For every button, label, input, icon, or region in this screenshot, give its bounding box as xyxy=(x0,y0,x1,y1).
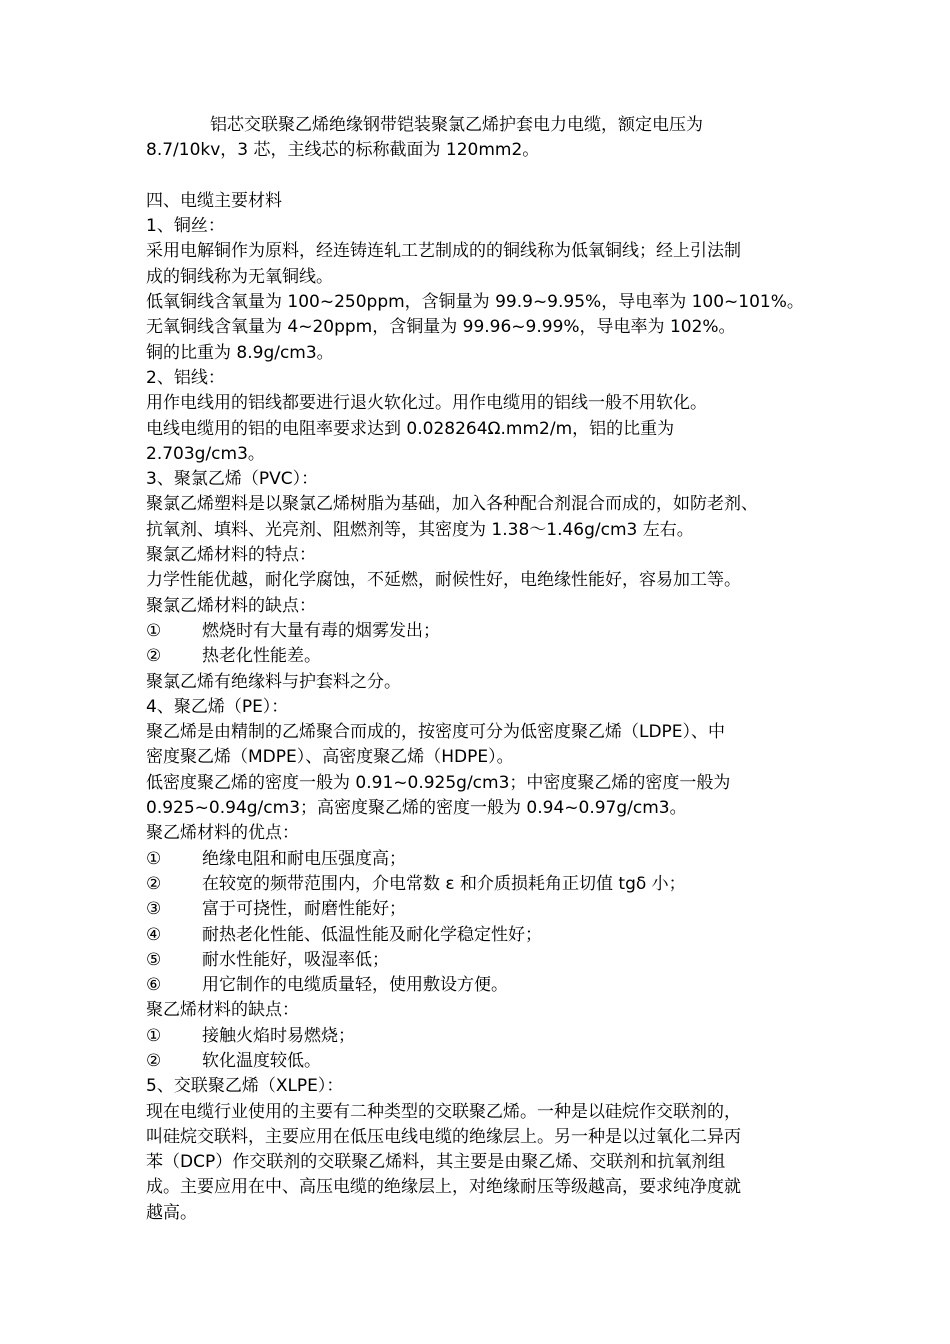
list-text: 燃烧时有大量有毒的烟雾发出； xyxy=(202,620,440,641)
xlpe-line: 越高。 xyxy=(146,1202,197,1223)
list-text: 绝缘电阻和耐电压强度高； xyxy=(202,848,406,869)
list-text: 用它制作的电缆质量轻，使用敷设方便。 xyxy=(202,975,508,996)
pvc-line: 抗氧剂、填料、光亮剂、阻燃剂等，其密度为 1.38～1.46g/cm3 左右。 xyxy=(146,519,694,540)
list-number: ① xyxy=(146,620,162,641)
pe-advantage-item xyxy=(146,973,818,998)
list-text: 耐水性能好，吸湿率低； xyxy=(202,949,389,970)
pe-advantage-item xyxy=(146,872,818,897)
pvc-line: 聚氯乙烯塑料是以聚氯乙烯树脂为基础，加入各种配合剂混合而成的，如防老剂、 xyxy=(146,494,758,515)
list-text: 热老化性能差。 xyxy=(202,646,321,667)
pe-drawback-item xyxy=(146,1024,818,1049)
xlpe-line: 成。主要应用在中、高压电缆的绝缘层上，对绝缘耐压等级越高，要求纯净度就 xyxy=(146,1177,741,1198)
pe-drawback-item xyxy=(146,1049,818,1074)
blank-line xyxy=(146,164,818,189)
pe-advantage-item xyxy=(146,897,818,922)
list-text: 接触火焰时易燃烧； xyxy=(202,1025,355,1046)
list-number: ③ xyxy=(146,899,162,920)
list-number: ⑥ xyxy=(146,975,162,996)
aluminum-heading: 2、铝线： xyxy=(146,367,225,388)
document-body xyxy=(146,113,818,1226)
list-text: 在较宽的频带范围内，介电常数 ε 和介质损耗角正切值 tgδ 小； xyxy=(202,873,686,894)
pvc-closing: 聚氯乙烯有绝缘料与护套料之分。 xyxy=(146,671,401,692)
pe-drawbacks-label: 聚乙烯材料的缺点： xyxy=(146,1000,299,1021)
pvc-line: 聚氯乙烯材料的特点： xyxy=(146,545,316,566)
pvc-line: 力学性能优越，耐化学腐蚀，不延燃，耐候性好，电绝缘性能好，容易加工等。 xyxy=(146,570,741,591)
pe-advantage-item xyxy=(146,847,818,872)
intro-line-2: 8.7/10kv，3 芯，主线芯的标称截面为 120mm2。 xyxy=(146,140,540,161)
pe-line: 聚乙烯是由精制的乙烯聚合而成的，按密度可分为低密度聚乙烯（LDPE）、中 xyxy=(146,722,726,743)
pe-advantage-item xyxy=(146,923,818,948)
aluminum-line: 用作电线用的铝线都要进行退火软化过。用作电缆用的铝线一般不用软化。 xyxy=(146,393,707,414)
pvc-line: 聚氯乙烯材料的缺点： xyxy=(146,595,316,616)
list-number: ② xyxy=(146,873,162,894)
aluminum-line: 2.703g/cm3。 xyxy=(146,443,265,464)
copper-line: 铜的比重为 8.9g/cm3。 xyxy=(146,342,334,363)
intro-line-1: 铝芯交联聚乙烯绝缘钢带铠装聚氯乙烯护套电力电缆，额定电压为 xyxy=(210,115,703,135)
xlpe-line: 叫硅烷交联料，主要应用在低压电线电缆的绝缘层上。另一种是以过氧化二异丙 xyxy=(146,1126,741,1147)
copper-line: 成的铜线称为无氧铜线。 xyxy=(146,266,333,287)
list-number: ① xyxy=(146,1025,162,1046)
list-number: ⑤ xyxy=(146,949,162,970)
list-text: 富于可挠性，耐磨性能好； xyxy=(202,899,406,920)
pe-line: 密度聚乙烯（MDPE）、高密度聚乙烯（HDPE）。 xyxy=(146,747,514,768)
pe-heading: 4、聚乙烯（PE）： xyxy=(146,696,289,717)
xlpe-line: 现在电缆行业使用的主要有二种类型的交联聚乙烯。一种是以硅烷作交联剂的， xyxy=(146,1101,741,1122)
pvc-drawback-item xyxy=(146,619,818,644)
list-number: ① xyxy=(146,848,162,869)
section-heading: 四、电缆主要材料 xyxy=(146,190,282,211)
copper-line: 低氧铜线含氧量为 100~250ppm，含铜量为 99.9~9.95%，导电率为 100~101%。 xyxy=(146,292,804,313)
copper-line: 采用电解铜作为原料，经连铸连轧工艺制成的的铜线称为低氧铜线；经上引法制 xyxy=(146,241,741,262)
pe-advantages-label: 聚乙烯材料的优点： xyxy=(146,823,299,844)
xlpe-heading: 5、交联聚乙烯（XLPE）： xyxy=(146,1076,344,1097)
copper-heading: 1、铜丝： xyxy=(146,216,225,237)
pe-line: 低密度聚乙烯的密度一般为 0.91~0.925g/cm3；中密度聚乙烯的密度一般为 xyxy=(146,772,731,793)
pe-advantage-item xyxy=(146,948,818,973)
pvc-heading: 3、聚氯乙烯（PVC）： xyxy=(146,469,319,490)
list-text: 耐热老化性能、低温性能及耐化学稳定性好； xyxy=(202,924,542,945)
list-text: 软化温度较低。 xyxy=(202,1050,321,1071)
pvc-drawback-item xyxy=(146,644,818,669)
aluminum-line: 电线电缆用的铝的电阻率要求达到 0.028264Ω.mm2/m，铝的比重为 xyxy=(146,418,675,439)
list-number: ② xyxy=(146,646,162,667)
pe-line: 0.925~0.94g/cm3；高密度聚乙烯的密度一般为 0.94~0.97g/cm3。 xyxy=(146,798,687,819)
xlpe-line: 苯（DCP）作交联剂的交联聚乙烯料，其主要是由聚乙烯、交联剂和抗氧剂组 xyxy=(146,1152,726,1173)
list-number: ② xyxy=(146,1050,162,1071)
list-number: ④ xyxy=(146,924,162,945)
copper-line: 无氧铜线含氧量为 4~20ppm，含铜量为 99.96~9.99%，导电率为 102%。 xyxy=(146,317,736,338)
